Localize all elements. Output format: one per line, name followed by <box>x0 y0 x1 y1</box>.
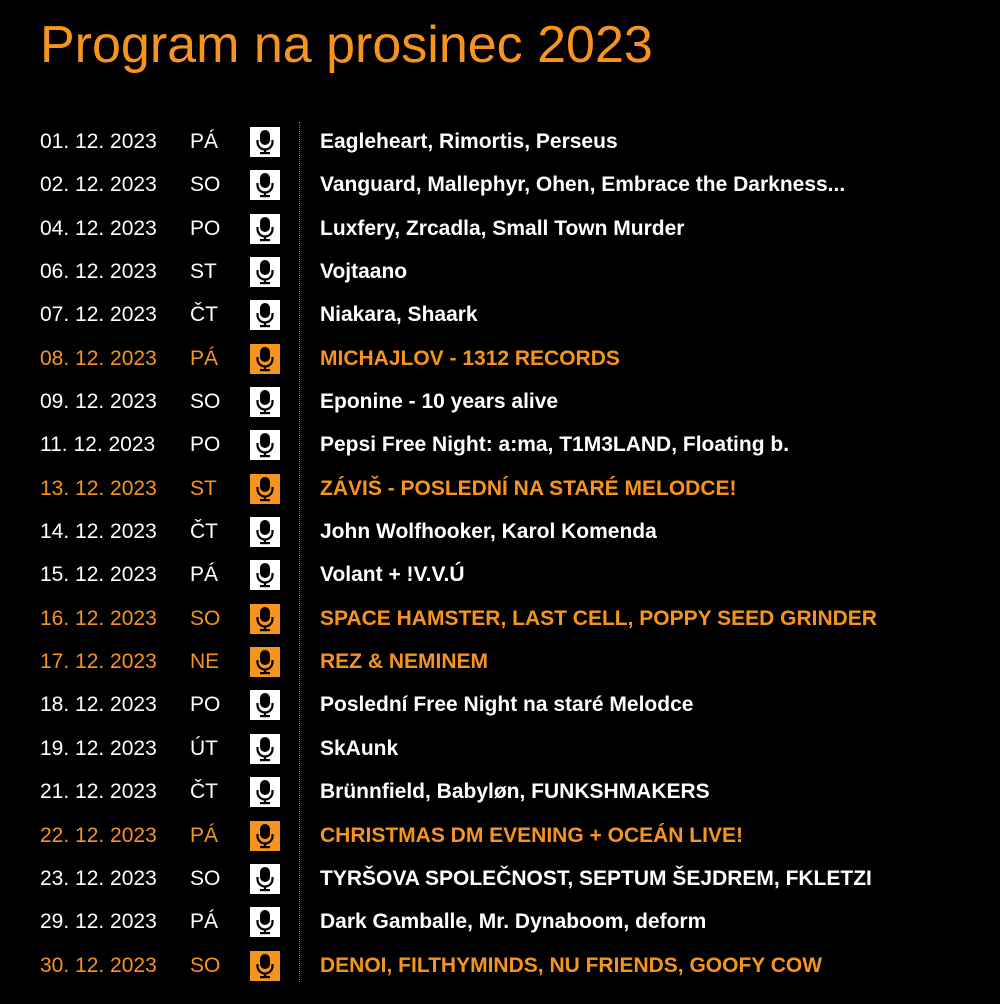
event-date: 13. 12. 2023 <box>40 476 157 500</box>
event-name[interactable]: Niakara, Shaark <box>320 303 478 327</box>
event-name[interactable]: ZÁVIŠ - POSLEDNÍ NA STARÉ MELODCE! <box>320 476 737 500</box>
event-date: 15. 12. 2023 <box>40 563 157 587</box>
event-date: 22. 12. 2023 <box>40 823 157 847</box>
microphone-glyph <box>255 779 275 805</box>
event-day: SO <box>190 606 221 630</box>
event-day: PÁ <box>190 346 219 370</box>
event-name[interactable]: Pepsi Free Night: a:ma, T1M3LAND, Floating b. <box>320 433 790 457</box>
microphone-glyph <box>255 953 275 979</box>
event-day: SO <box>190 173 221 197</box>
microphone-glyph <box>255 519 275 545</box>
microphone-glyph <box>255 562 275 588</box>
event-day: ST <box>190 476 217 500</box>
event-row[interactable] <box>0 511 1000 554</box>
event-day: SO <box>190 953 221 977</box>
event-name[interactable]: DENOI, FILTHYMINDS, NU FRIENDS, GOOFY COW <box>320 953 823 977</box>
event-row[interactable] <box>0 684 1000 727</box>
microphone-glyph <box>255 823 275 849</box>
event-date: 18. 12. 2023 <box>40 693 157 717</box>
event-date: 19. 12. 2023 <box>40 736 157 760</box>
event-date: 08. 12. 2023 <box>40 346 157 370</box>
event-name[interactable]: John Wolfhooker, Karol Komenda <box>320 520 657 544</box>
event-day: PÁ <box>190 910 219 934</box>
microphone-icon[interactable] <box>250 517 280 547</box>
microphone-icon[interactable] <box>250 734 280 764</box>
microphone-glyph <box>255 866 275 892</box>
event-name[interactable]: SPACE HAMSTER, LAST CELL, POPPY SEED GRINDER <box>320 606 877 630</box>
event-name[interactable]: Vanguard, Mallephyr, Ohen, Embrace the Darkness... <box>320 173 846 197</box>
event-name[interactable]: Volant + !V.V.Ú <box>320 563 465 587</box>
microphone-icon[interactable] <box>250 214 280 244</box>
event-name[interactable]: Vojtaano <box>320 260 408 284</box>
event-day: ČT <box>190 303 218 327</box>
microphone-icon[interactable] <box>250 560 280 590</box>
event-row[interactable] <box>0 121 1000 164</box>
event-row[interactable] <box>0 294 1000 337</box>
event-day: PO <box>190 433 221 457</box>
event-row[interactable] <box>0 641 1000 684</box>
event-day: PÁ <box>190 823 219 847</box>
event-row[interactable] <box>0 424 1000 467</box>
event-name[interactable]: Eponine - 10 years alive <box>320 390 559 414</box>
event-date: 11. 12. 2023 <box>40 433 156 457</box>
event-name[interactable]: REZ & NEMINEM <box>320 650 488 674</box>
event-row[interactable] <box>0 901 1000 944</box>
event-row[interactable] <box>0 554 1000 597</box>
event-date: 01. 12. 2023 <box>40 130 157 153</box>
event-date: 14. 12. 2023 <box>40 520 157 544</box>
event-date: 09. 12. 2023 <box>40 390 157 414</box>
event-date: 06. 12. 2023 <box>40 260 157 284</box>
microphone-glyph <box>255 259 275 285</box>
event-day: PÁ <box>190 563 219 587</box>
event-row[interactable] <box>0 858 1000 901</box>
event-date: 30. 12. 2023 <box>40 953 157 977</box>
microphone-icon[interactable] <box>250 300 280 330</box>
event-name[interactable]: Dark Gamballe, Mr. Dynaboom, deform <box>320 910 707 934</box>
event-date: 17. 12. 2023 <box>40 650 157 674</box>
page-title: Program na prosinec 2023 <box>40 16 653 74</box>
microphone-icon[interactable] <box>250 127 280 157</box>
event-day: ČT <box>190 780 218 804</box>
event-date: 29. 12. 2023 <box>40 910 157 934</box>
microphone-glyph <box>255 129 275 155</box>
event-row[interactable] <box>0 771 1000 814</box>
event-day: SO <box>190 866 221 890</box>
event-row[interactable] <box>0 728 1000 771</box>
event-name[interactable]: CHRISTMAS DM EVENING + OCEÁN LIVE! <box>320 823 743 847</box>
event-row[interactable] <box>0 381 1000 424</box>
event-row[interactable] <box>0 468 1000 511</box>
event-day: ČT <box>190 520 218 544</box>
microphone-icon[interactable] <box>250 864 280 894</box>
event-date: 23. 12. 2023 <box>40 866 157 890</box>
event-name[interactable]: Luxfery, Zrcadla, Small Town Murder <box>320 216 685 240</box>
microphone-glyph <box>255 216 275 242</box>
event-day: PO <box>190 693 221 717</box>
microphone-glyph <box>255 476 275 502</box>
event-name[interactable]: TYRŠOVA SPOLEČNOST, SEPTUM ŠEJDREM, FKLETZI <box>320 866 872 890</box>
microphone-glyph <box>255 606 275 632</box>
microphone-icon[interactable] <box>250 907 280 937</box>
microphone-glyph <box>255 909 275 935</box>
event-date: 04. 12. 2023 <box>40 216 157 240</box>
event-day: NE <box>190 650 220 674</box>
microphone-icon[interactable] <box>250 344 280 374</box>
event-row[interactable] <box>0 251 1000 294</box>
microphone-glyph <box>255 692 275 718</box>
microphone-glyph <box>255 302 275 328</box>
microphone-icon[interactable] <box>250 951 280 981</box>
event-date: 02. 12. 2023 <box>40 173 157 197</box>
event-name[interactable]: SkAunk <box>320 736 399 760</box>
event-day: ÚT <box>190 736 218 760</box>
microphone-icon[interactable] <box>250 604 280 634</box>
microphone-icon[interactable] <box>250 474 280 504</box>
microphone-icon[interactable] <box>250 387 280 417</box>
event-name[interactable]: Poslední Free Night na staré Melodce <box>320 693 694 717</box>
event-day: PO <box>190 216 221 240</box>
event-row[interactable] <box>0 208 1000 251</box>
event-name[interactable]: Eagleheart, Rimortis, Perseus <box>320 130 618 153</box>
event-name[interactable]: MICHAJLOV - 1312 RECORDS <box>320 346 620 370</box>
event-day: PÁ <box>190 130 219 153</box>
event-row[interactable] <box>0 945 1000 988</box>
microphone-icon[interactable] <box>250 257 280 287</box>
microphone-icon[interactable] <box>250 430 280 460</box>
microphone-glyph <box>255 172 275 198</box>
microphone-glyph <box>255 649 275 675</box>
event-day: ST <box>190 260 217 284</box>
event-row[interactable] <box>0 598 1000 641</box>
event-row[interactable] <box>0 338 1000 381</box>
event-date: 16. 12. 2023 <box>40 606 157 630</box>
microphone-icon[interactable] <box>250 170 280 200</box>
event-day: SO <box>190 390 221 414</box>
microphone-glyph <box>255 736 275 762</box>
microphone-glyph <box>255 389 275 415</box>
event-date: 21. 12. 2023 <box>40 780 157 804</box>
microphone-icon[interactable] <box>250 777 280 807</box>
microphone-glyph <box>255 346 275 372</box>
event-row[interactable] <box>0 164 1000 207</box>
microphone-glyph <box>255 432 275 458</box>
microphone-icon[interactable] <box>250 647 280 677</box>
event-list <box>0 121 1000 988</box>
event-row[interactable] <box>0 815 1000 858</box>
microphone-icon[interactable] <box>250 690 280 720</box>
event-date: 07. 12. 2023 <box>40 303 157 327</box>
event-name[interactable]: Brünnfield, Babyløn, FUNKSHMAKERS <box>320 780 710 804</box>
microphone-icon[interactable] <box>250 821 280 851</box>
